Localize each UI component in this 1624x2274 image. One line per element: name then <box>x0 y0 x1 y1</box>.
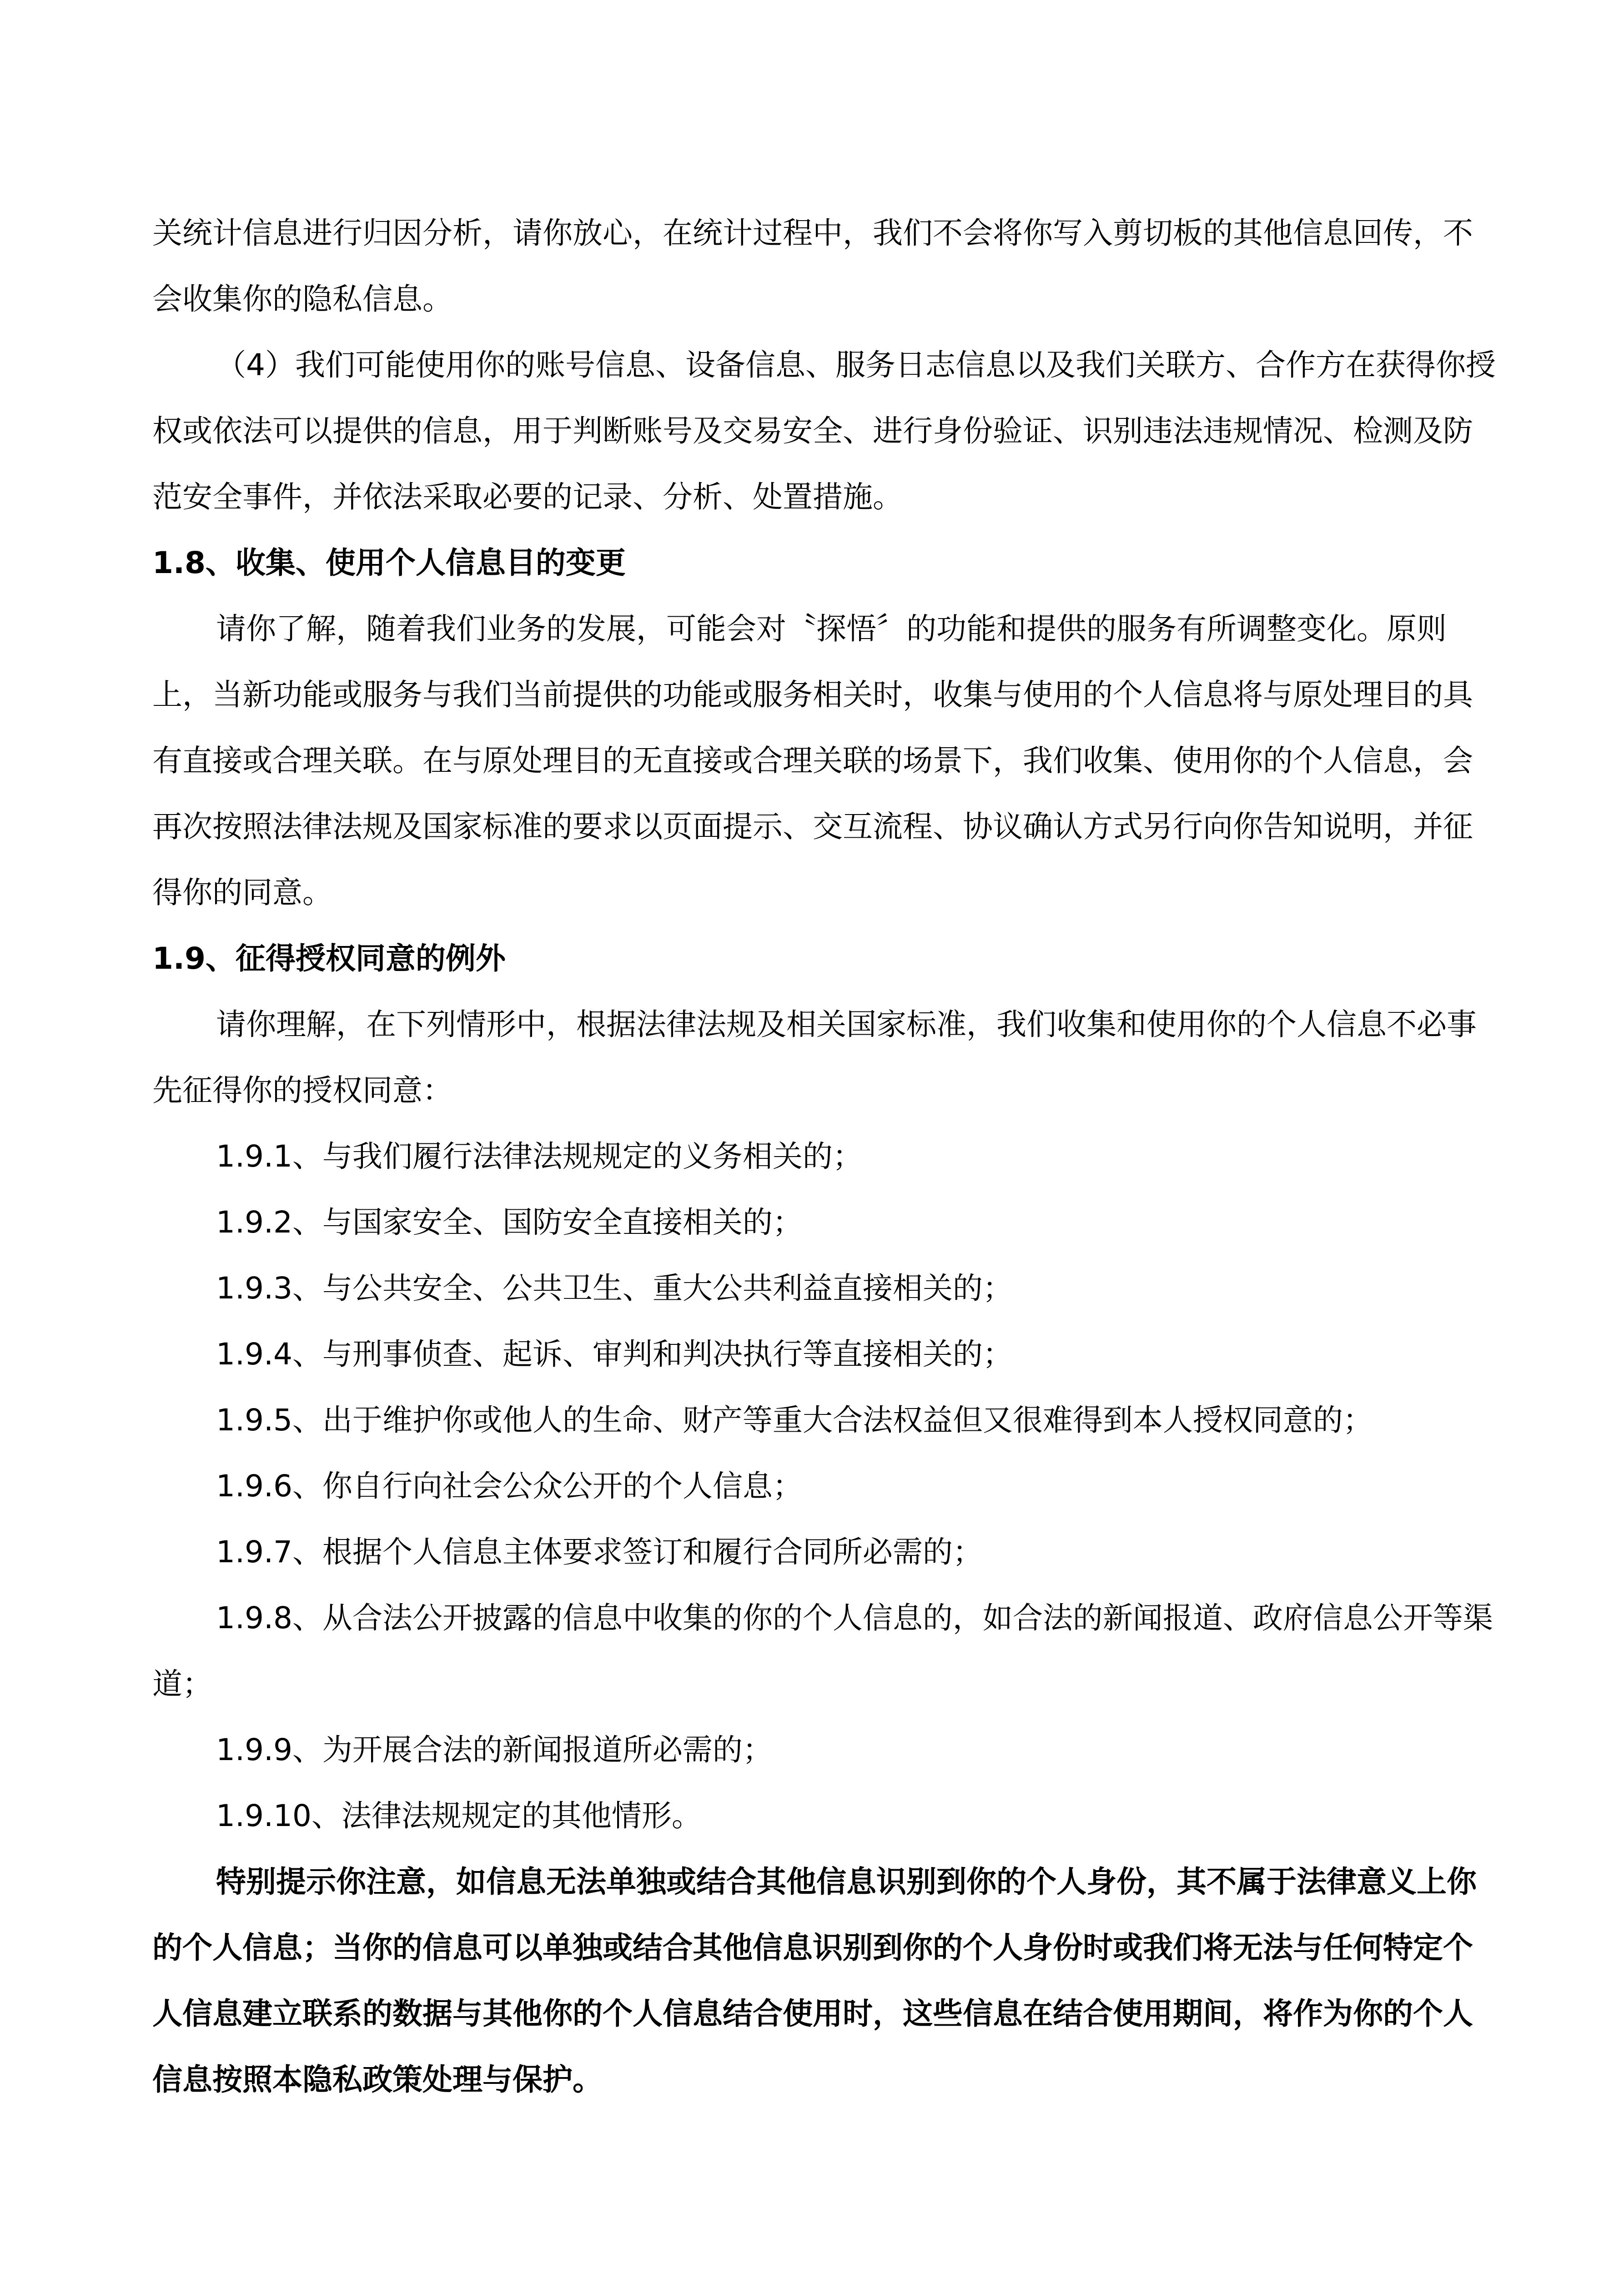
list-item: 1.9.4、与刑事侦查、起诉、审判和判决执行等直接相关的； <box>216 1337 1013 1372</box>
list-item: 1.9.1、与我们履行法律法规规定的义务相关的； <box>216 1139 863 1174</box>
list-item: 1.9.9、为开展合法的新闻报道所必需的； <box>216 1732 773 1767</box>
section-heading-1-9: 1.9、征得授权同意的例外 <box>152 941 506 976</box>
list-item: 1.9.10、法律法规规定的其他情形。 <box>216 1798 702 1833</box>
section-1-9-intro: 请你理解，在下列情形中，根据法律法规及相关国家标准，我们收集和使用你的个人信息不必事先征得你的授权同意： <box>152 1007 1477 1108</box>
document-body <box>152 200 1498 2113</box>
section-heading-1-8: 1.8、收集、使用个人信息目的变更 <box>152 545 626 580</box>
list-item: 1.9.5、出于维护你或他人的生命、财产等重大合法权益但又很难得到本人授权同意的； <box>216 1403 1373 1438</box>
list-item: 1.9.6、你自行向社会公众公开的个人信息； <box>216 1469 803 1504</box>
list-item: 1.9.7、根据个人信息主体要求签订和履行合同所必需的； <box>216 1534 983 1570</box>
list-item: 1.9.2、与国家安全、国防安全直接相关的； <box>216 1205 803 1240</box>
list-item: 1.9.3、与公共安全、公共卫生、重大公共利益直接相关的； <box>216 1271 1013 1306</box>
continuation-paragraph: 关统计信息进行归因分析，请你放心，在统计过程中，我们不会将你写入剪切板的其他信息回传，不会收集你的隐私信息。 <box>152 216 1473 317</box>
paragraph-4: （4）我们可能使用你的账号信息、设备信息、服务日志信息以及我们关联方、合作方在获得你授权或依法可以提供的信息，用于判断账号及交易安全、进行身份验证、识别违法违规情况、检测及防范安全事件，并依法采取必要的记录、分析、处置措施。 <box>152 347 1496 514</box>
list-item: 1.9.8、从合法公开披露的信息中收集的你的个人信息的，如合法的新闻报道、政府信息公开等渠道； <box>152 1600 1493 1701</box>
section-1-8-body: 请你了解，随着我们业务的发展，可能会对〝探悟〞的功能和提供的服务有所调整变化。原则上，当新功能或服务与我们当前提供的功能或服务相关时，收集与使用的个人信息将与原处理目的具有直接或合理关联。在与原处理目的无直接或合理关联的场景下，我们收集、使用你的个人信息，会再次按照法律法规及国家标准的要求以页面提示、交互流程、协议确认方式另行向你告知说明，并征得你的同意。 <box>152 611 1473 910</box>
special-notice-paragraph: 特别提示你注意，如信息无法单独或结合其他信息识别到你的个人身份，其不属于法律意义上你的个人信息；当你的信息可以单独或结合其他信息识别到你的个人身份时或我们将无法与任何特定个人信息建立联系的数据与其他你的个人信息结合使用时，这些信息在结合使用期间，将作为你的个人信息按照本隐私政策处理与保护。 <box>152 1864 1477 2097</box>
